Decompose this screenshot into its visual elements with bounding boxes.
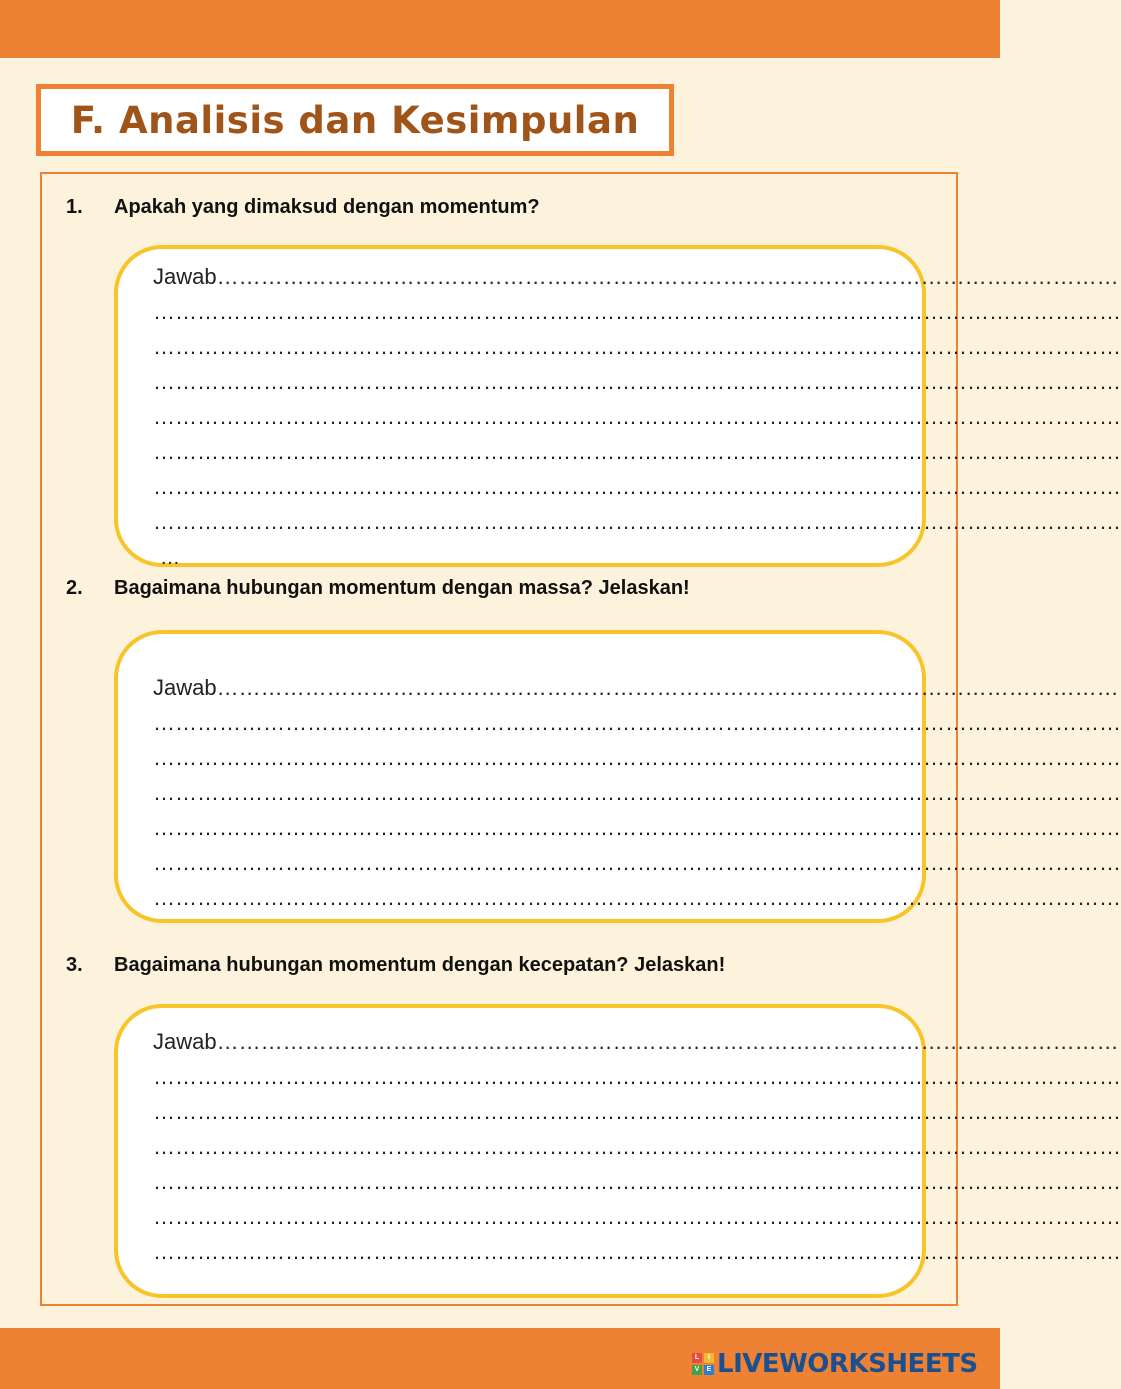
question-text: Bagaimana hubungan momentum dengan massa? Jelaskan! xyxy=(114,577,690,599)
answer-line[interactable]: …………………………………………………………………………………………………………………… xyxy=(153,745,1121,770)
top-banner xyxy=(0,0,1000,58)
page-title: F. Analisis dan Kesimpulan xyxy=(70,98,640,142)
question-number: 2. xyxy=(66,577,83,599)
answer-line[interactable]: Jawab…………………………………………………………………………………………………………… xyxy=(153,264,1119,289)
section-title-box xyxy=(36,84,674,156)
liveworksheets-brand[interactable] xyxy=(692,1349,978,1379)
answer-overflow-dots: … xyxy=(160,547,180,569)
answer-line[interactable]: …………………………………………………………………………………………………………………… xyxy=(153,404,1121,429)
answer-line[interactable]: …………………………………………………………………………………………………………………… xyxy=(153,299,1121,324)
answer-line[interactable]: …………………………………………………………………………………………………………………… xyxy=(153,474,1121,499)
question-text: Apakah yang dimaksud dengan momentum? xyxy=(114,196,540,218)
answer-line[interactable]: …………………………………………………………………………………………………………………… xyxy=(153,509,1121,534)
brand-name: LIVEWORKSHEETS xyxy=(717,1349,978,1379)
answer-line[interactable]: …………………………………………………………………………………………………………………… xyxy=(153,334,1121,359)
answer-line[interactable]: …………………………………………………………………………………………………………………… xyxy=(153,1134,1121,1159)
answer-line[interactable]: …………………………………………………………………………………………………………………… xyxy=(153,850,1121,875)
answer-line[interactable]: …………………………………………………………………………………………………………………… xyxy=(153,815,1121,840)
answer-line[interactable]: …………………………………………………………………………………………………………………… xyxy=(153,710,1121,735)
answer-line[interactable]: …………………………………………………………………………………………………………………… xyxy=(153,1204,1121,1229)
answer-line[interactable]: Jawab…………………………………………………………………………………………………………… xyxy=(153,675,1119,700)
question-number: 1. xyxy=(66,196,83,218)
answer-line[interactable]: …………………………………………………………………………………………………………………… xyxy=(153,1064,1121,1089)
answer-line[interactable]: …………………………………………………………………………………………………………………… xyxy=(153,1239,1121,1264)
answer-line[interactable]: …………………………………………………………………………………………………………………… xyxy=(153,780,1121,805)
answer-line[interactable]: Jawab…………………………………………………………………………………………………………… xyxy=(153,1029,1119,1054)
answer-line[interactable]: …………………………………………………………………………………………………………………… xyxy=(153,1099,1121,1124)
logo-letter: I xyxy=(704,1353,714,1363)
logo-letter: E xyxy=(704,1365,714,1375)
logo-letter: V xyxy=(692,1365,702,1375)
answer-line[interactable]: …………………………………………………………………………………………………………………… xyxy=(153,439,1121,464)
question-text: Bagaimana hubungan momentum dengan kecepatan? Jelaskan! xyxy=(114,954,726,976)
answer-line[interactable]: …………………………………………………………………………………………………………………… xyxy=(153,369,1121,394)
answer-line[interactable]: …………………………………………………………………………………………………………………… xyxy=(153,1169,1121,1194)
logo-letter: L xyxy=(692,1353,702,1363)
question-number: 3. xyxy=(66,954,83,976)
answer-line[interactable]: …………………………………………………………………………………………………………………… xyxy=(153,885,1121,910)
liveworksheets-logo-icon xyxy=(692,1353,714,1375)
